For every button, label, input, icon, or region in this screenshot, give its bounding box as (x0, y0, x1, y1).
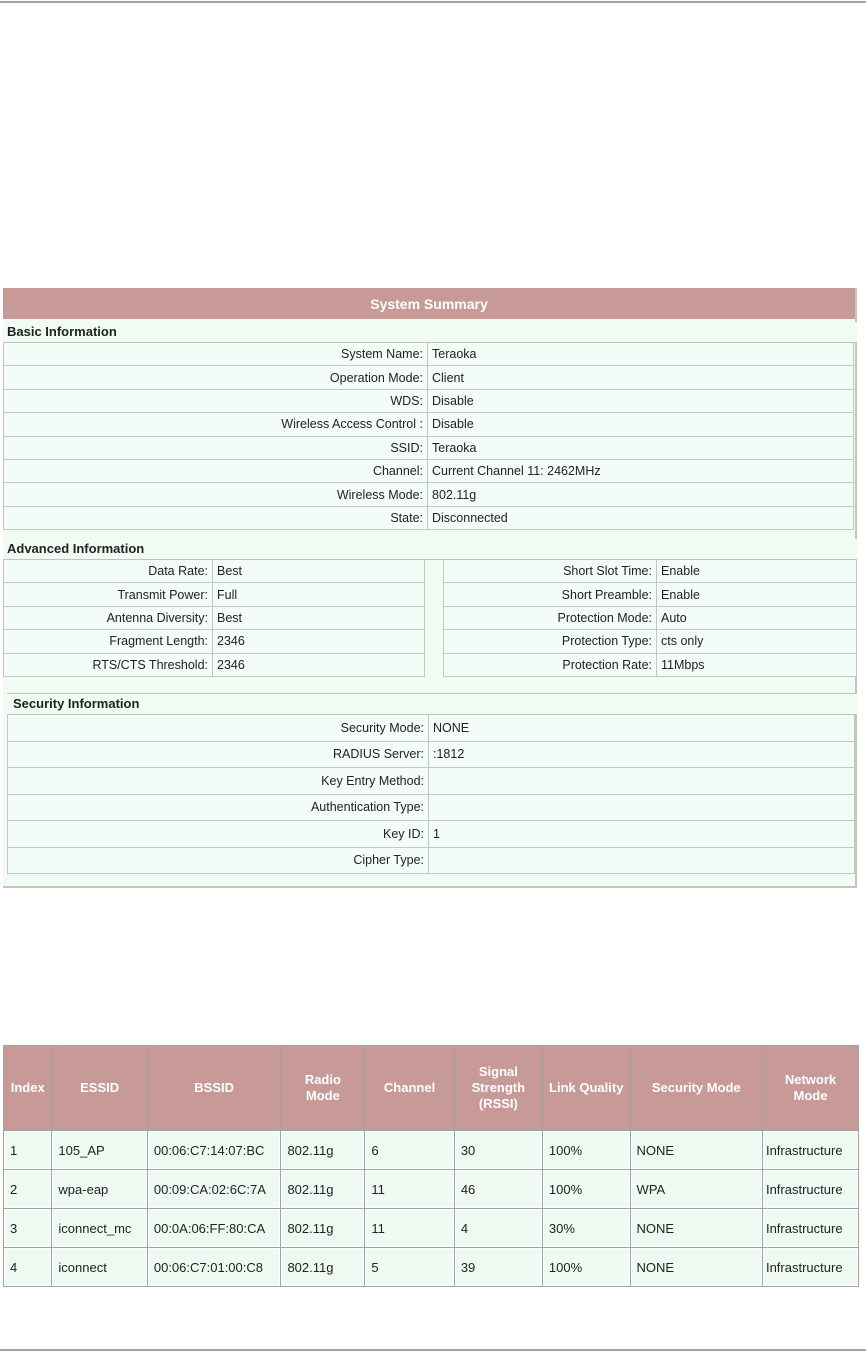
table-cell: 2 (4, 1170, 52, 1209)
basic-info-row (3, 460, 857, 483)
field-label: Channel: (3, 460, 428, 483)
table-cell: 100% (542, 1170, 630, 1209)
field-label: System Name: (3, 343, 428, 366)
table-cell: 00:06:C7:01:00:C8 (147, 1248, 281, 1287)
advanced-info-row (443, 583, 857, 606)
field-value: 2346 (213, 654, 425, 677)
field-label: Data Rate: (3, 560, 213, 583)
field-label: Short Slot Time: (443, 560, 657, 583)
field-value: Teraoka (428, 343, 854, 366)
field-label: Wireless Access Control : (3, 413, 428, 436)
field-label: RADIUS Server: (7, 742, 429, 769)
table-cell: Infrastructure (762, 1209, 858, 1248)
field-label: Transmit Power: (3, 583, 213, 606)
field-value: Disable (428, 390, 854, 413)
table-cell: 802.11g (281, 1248, 365, 1287)
field-label: WDS: (3, 390, 428, 413)
field-label: Protection Rate: (443, 654, 657, 677)
table-cell: Infrastructure (762, 1248, 858, 1287)
advanced-info-row (443, 630, 857, 653)
table-cell: 1 (4, 1131, 52, 1170)
table-cell: 100% (542, 1248, 630, 1287)
top-divider (0, 1, 866, 3)
advanced-info-row (3, 583, 425, 606)
table-cell: NONE (630, 1209, 762, 1248)
field-label: Protection Type: (443, 630, 657, 653)
column-header: Radio Mode (281, 1046, 365, 1131)
security-info-row (7, 795, 857, 822)
table-cell: 802.11g (281, 1131, 365, 1170)
field-label: Key ID: (7, 821, 429, 848)
table-cell: 46 (454, 1170, 542, 1209)
table-cell: 802.11g (281, 1170, 365, 1209)
field-value (429, 795, 855, 822)
field-label: RTS/CTS Threshold: (3, 654, 213, 677)
advanced-info-row (443, 560, 857, 583)
advanced-info-row (3, 654, 425, 677)
table-cell: 30 (454, 1131, 542, 1170)
table-cell: NONE (630, 1248, 762, 1287)
system-summary-title: System Summary (3, 288, 855, 319)
table-cell: 4 (454, 1209, 542, 1248)
basic-info-row (3, 483, 857, 506)
security-info-row (7, 715, 857, 742)
field-value: Auto (657, 607, 857, 630)
system-summary-panel (3, 288, 857, 888)
basic-info-row (3, 390, 857, 413)
advanced-info-row (3, 630, 425, 653)
field-label: Antenna Diversity: (3, 607, 213, 630)
field-label: Wireless Mode: (3, 483, 428, 506)
field-label: Operation Mode: (3, 366, 428, 389)
field-value: Disconnected (428, 507, 854, 530)
column-header: Link Quality (542, 1046, 630, 1131)
table-cell: 105_AP (52, 1131, 147, 1170)
field-value: Current Channel 11: 2462MHz (428, 460, 854, 483)
table-cell: 3 (4, 1209, 52, 1248)
table-row[interactable] (4, 1131, 859, 1170)
basic-info-row (3, 413, 857, 436)
field-value: Client (428, 366, 854, 389)
basic-info-row (3, 343, 857, 366)
field-value: 11Mbps (657, 654, 857, 677)
table-cell: 00:0A:06:FF:80:CA (147, 1209, 281, 1248)
field-value: 2346 (213, 630, 425, 653)
column-header: Index (4, 1046, 52, 1131)
security-info-row (7, 821, 857, 848)
table-cell: iconnect (52, 1248, 147, 1287)
table-cell: 802.11g (281, 1209, 365, 1248)
table-header-row (4, 1046, 859, 1131)
table-cell: WPA (630, 1170, 762, 1209)
security-information-section (7, 693, 857, 874)
field-value (429, 848, 855, 875)
table-cell: 6 (365, 1131, 455, 1170)
field-value: Teraoka (428, 437, 854, 460)
table-cell: 4 (4, 1248, 52, 1287)
field-label: SSID: (3, 437, 428, 460)
column-header: Channel (365, 1046, 455, 1131)
table-cell: Infrastructure (762, 1170, 858, 1209)
field-label: Protection Mode: (443, 607, 657, 630)
field-value: NONE (429, 715, 855, 742)
field-label: State: (3, 507, 428, 530)
field-label: Security Mode: (7, 715, 429, 742)
security-info-row (7, 768, 857, 795)
advanced-info-row (3, 607, 425, 630)
site-survey-table (3, 1045, 859, 1287)
basic-info-row (3, 366, 857, 389)
advanced-info-row (443, 654, 857, 677)
basic-info-row (3, 507, 857, 530)
basic-information-section (3, 322, 857, 530)
advanced-info-row (3, 560, 425, 583)
table-row[interactable] (4, 1248, 859, 1287)
table-cell: NONE (630, 1131, 762, 1170)
table-cell: 00:09:CA:02:6C:7A (147, 1170, 281, 1209)
table-cell: 39 (454, 1248, 542, 1287)
field-label: Key Entry Method: (7, 768, 429, 795)
field-label: Cipher Type: (7, 848, 429, 875)
advanced-info-columns (3, 560, 857, 677)
bottom-divider (0, 1349, 866, 1351)
field-value: cts only (657, 630, 857, 653)
advanced-information-section (3, 539, 857, 677)
table-cell: 00:06:C7:14:07:BC (147, 1131, 281, 1170)
field-value: Best (213, 560, 425, 583)
table-row[interactable] (4, 1170, 859, 1209)
advanced-right-column (443, 560, 857, 677)
table-cell: 11 (365, 1170, 455, 1209)
table-cell: iconnect_mc (52, 1209, 147, 1248)
security-info-row (7, 848, 857, 875)
table-cell: 30% (542, 1209, 630, 1248)
field-value: 802.11g (428, 483, 854, 506)
column-header: Signal Strength (RSSI) (454, 1046, 542, 1131)
advanced-left-column (3, 560, 425, 677)
table-cell: 100% (542, 1131, 630, 1170)
field-value (429, 768, 855, 795)
field-label: Authentication Type: (7, 795, 429, 822)
table-cell: 5 (365, 1248, 455, 1287)
advanced-information-title: Advanced Information (3, 539, 857, 560)
basic-info-row (3, 437, 857, 460)
column-header: Network Mode (762, 1046, 858, 1131)
column-header: BSSID (147, 1046, 281, 1131)
table-row[interactable] (4, 1209, 859, 1248)
column-header: Security Mode (630, 1046, 762, 1131)
field-label: Short Preamble: (443, 583, 657, 606)
security-info-row (7, 742, 857, 769)
field-value: Disable (428, 413, 854, 436)
field-value: Enable (657, 560, 857, 583)
field-value: Full (213, 583, 425, 606)
field-label: Fragment Length: (3, 630, 213, 653)
table-cell: wpa-eap (52, 1170, 147, 1209)
column-header: ESSID (52, 1046, 147, 1131)
basic-information-title: Basic Information (3, 322, 857, 343)
security-information-title: Security Information (7, 693, 857, 715)
table-cell: Infrastructure (762, 1131, 858, 1170)
field-value: Best (213, 607, 425, 630)
field-value: Enable (657, 583, 857, 606)
field-value: :1812 (429, 742, 855, 769)
field-value: 1 (429, 821, 855, 848)
table-cell: 11 (365, 1209, 455, 1248)
advanced-info-row (443, 607, 857, 630)
